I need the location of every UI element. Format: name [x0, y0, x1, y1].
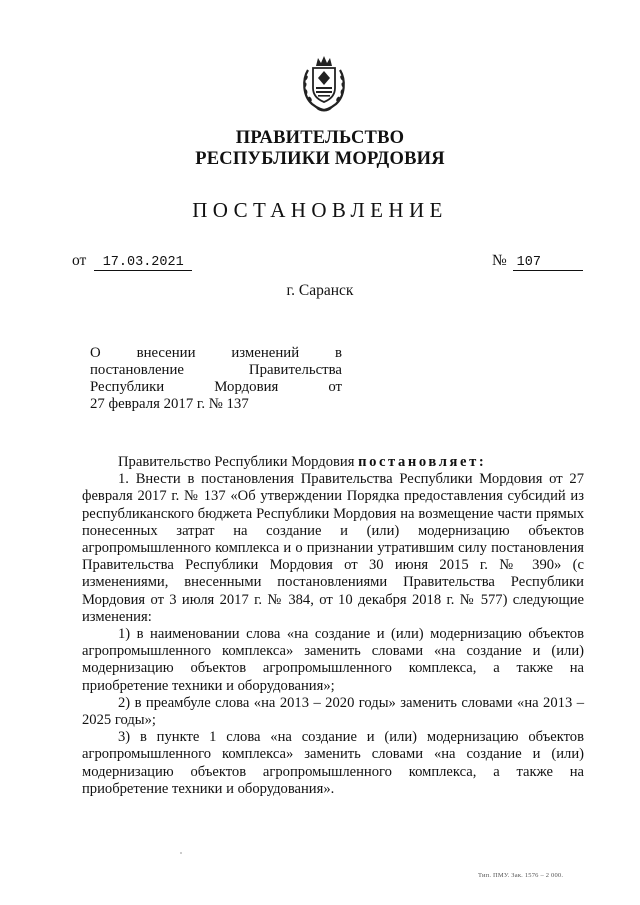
number-prefix: № — [492, 252, 507, 269]
document-body — [82, 454, 584, 798]
authority-line-2: РЕСПУБЛИКИ МОРДОВИЯ — [195, 149, 445, 169]
preamble — [82, 454, 584, 471]
authority-line-1: ПРАВИТЕЛЬСТВО — [235, 128, 405, 148]
preamble-text: Правительство Республики Мордовия — [118, 454, 359, 470]
scan-speck — [180, 852, 182, 854]
document-subject — [90, 345, 342, 413]
subject-line: О внесении изменений в — [90, 345, 342, 361]
document-type: ПОСТАНОВЛЕНИЕ — [192, 198, 448, 222]
coat-of-arms-icon — [298, 52, 350, 114]
document-date — [72, 252, 192, 271]
date-value: 17.03.2021 — [94, 256, 192, 271]
number-value: 107 — [513, 256, 583, 271]
paragraph-1: 1. Внести в постановления Правительства Республики Мордовия от 27 февраля 2017 г. № 137 «Об утверждении Порядка предоставления субсидий из республиканского бюджета Республики Мордовия на возмещение части прямых понесенных затрат на создание и (или) модернизацию объектов агропромышленного комплекса и о признании утратившим силу постановления Правительства Республики Мордовия от 30 июня 2015 г. № 390» (с изменениями, внесенными постановлениями Правительства Республики Мордовия от 3 июля 2017 г. № 384, от 10 декабря 2018 г. № 577) следующие изменения: — [82, 471, 584, 625]
subject-line: постановление Правительства — [90, 362, 342, 378]
date-prefix: от — [72, 252, 87, 269]
print-mark: Тип. ПМУ. Зак. 1576 – 2 000. — [478, 872, 564, 879]
issuing-authority — [0, 128, 640, 170]
paragraph-4: 3) в пункте 1 слова «на создание и (или) модернизацию объектов агропромышленного комплекса» заменить словами «на создание и (или) модернизацию объектов агропромышленного комплекса, а также на приобретение техники и оборудования». — [82, 729, 584, 797]
place-of-issue: г. Саранск — [286, 282, 354, 299]
preamble-verb: постановляет: — [358, 454, 487, 470]
document-number — [492, 252, 583, 271]
subject-line: 27 февраля 2017 г. № 137 — [90, 396, 249, 412]
subject-line: Республики Мордовия от — [90, 379, 342, 395]
paragraph-3: 2) в преамбуле слова «на 2013 – 2020 годы» заменить словами «на 2013 – 2025 годы»; — [82, 694, 584, 729]
paragraph-2: 1) в наименовании слова «на создание и (или) модернизацию объектов агропромышленного комплекса» заменить словами «на создание и (или) модернизацию объектов агропромышленного комплекса, а также на приобретение техники и оборудования»; — [82, 626, 584, 694]
